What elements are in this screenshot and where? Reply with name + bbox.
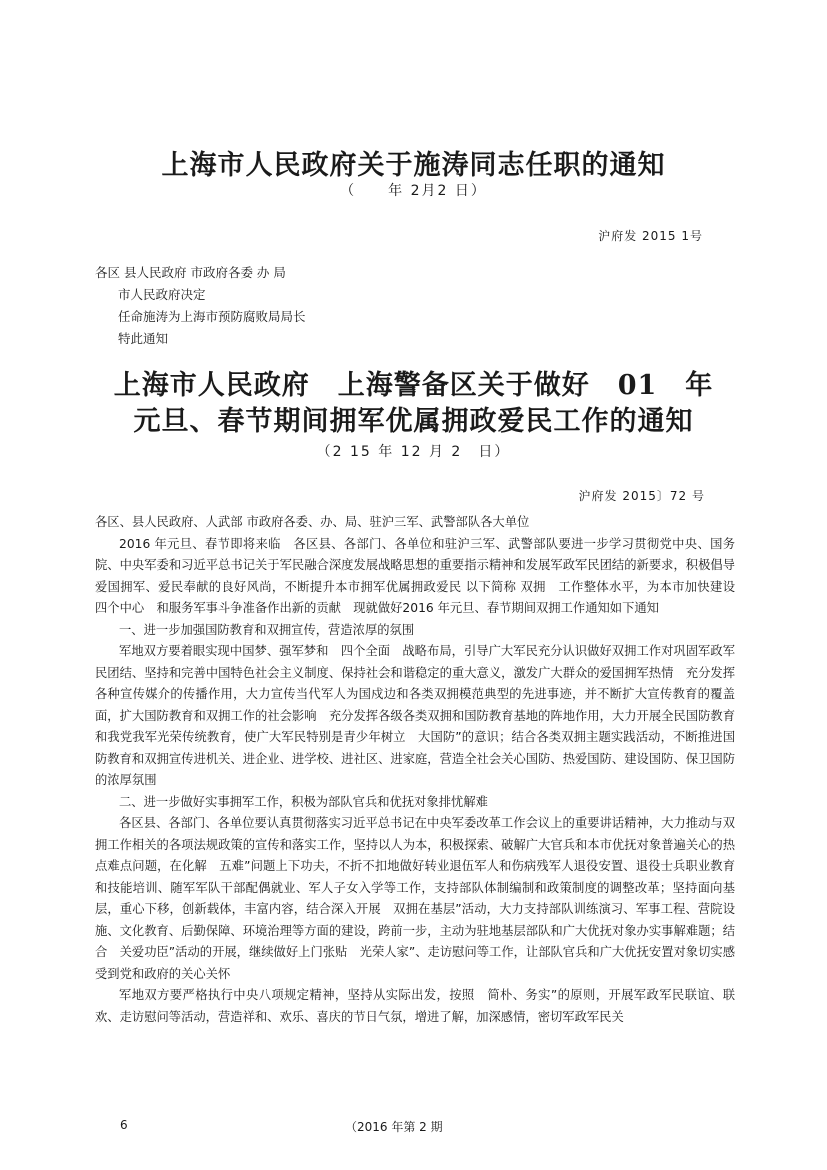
notice2-section-heading: 一、进一步加强国防教育和双拥宣传，营造浓厚的氛围: [119, 622, 415, 637]
notice2-title: [0, 368, 827, 440]
notice1-date: （ 年 2月2 日）: [340, 183, 487, 199]
issue-label: （2016 年第 2 期: [345, 1120, 443, 1134]
page-number: 6: [120, 1118, 128, 1132]
notice1-title: 上海市人民政府关于施涛同志任职的通知: [161, 150, 666, 181]
notice1-line: 任命施涛为上海市预防腐败局局长: [118, 309, 306, 324]
notice1-line: 特此通知: [118, 331, 169, 346]
notice2-section-heading: 二、进一步做好实事拥军工作，积极为部队官兵和优抚对象排忧解难: [119, 794, 488, 809]
notice2-paragraph: 军地双方要严格执行中央八项规定精神，坚持从实际出发，按照 简朴、务实”的原则，开展军政军民联谊、联欢、走访慰问等活动，营造祥和、欢乐、喜庆的节日气氛，增进了解，加深感情，密切军政军民关: [95, 988, 735, 1024]
notice2-body: [95, 512, 748, 1028]
notice2-date: （2 15 年 12 月 2 日）: [316, 444, 511, 460]
notice2-title-line1: 上海市人民政府 上海警备区关于做好 01 年: [113, 370, 714, 401]
notice2-addressee: 各区、县人民政府、人武部 市政府各委、办、局、驻沪三军、武警部队各大单位: [95, 515, 530, 529]
notice2-doc-number: 沪府发 2015〕72 号: [578, 489, 705, 503]
notice2-title-line2: 元旦、春节期间拥军优属拥政爱民工作的通知: [133, 406, 694, 437]
notice1-body: [95, 262, 306, 350]
notice1-line: 市人民政府决定: [118, 287, 206, 302]
notice1-addressee: 各区 县人民政府 市政府各委 办 局: [95, 265, 286, 280]
notice1-doc-number: 沪府发 2015 1号: [598, 229, 703, 243]
notice2-paragraph: 军地双方要着眼实现中国梦、强军梦和 四个全面 战略布局，引导广大军民充分认识做好双拥工作对巩固军政军民团结、坚持和完善中国特色社会主义制度、保持社会和谐稳定的重大意义，激发广大群众的爱国拥军热情 充分发挥各种宣传媒介的传播作用，大力宣传当代军人为国戍边和各类双拥模范典型的先进事迹，并不断扩大宣传教育的覆盖面，扩大国防教育和双拥工作的社会影响 充分发挥各级各类双拥和国防教育基地的阵地作用，大力开展全民国防教育和我党我军光荣传统教育，使广大军民特别是青少年树立 大国防”的意识；结合各类双拥主题实践活动，不断推进国防教育和双拥宣传进机关、进企业、进学校、进社区、进家庭，营造全社会关心国防、热爱国防、建设国防、保卫国防的浓厚氛围: [95, 644, 735, 787]
notice2-paragraph: 各区县、各部门、各单位要认真贯彻落实习近平总书记在中央军委改革工作会议上的重要讲话精神，大力推动与双拥工作相关的各项法规政策的宣传和落实工作，坚持以人为本，积极探索、破解广大官兵和本市优抚对象普遍关心的热点难点问题，在化解 五难”问题上下功夫，不折不扣地做好转业退伍军人和伤病残军人退役安置、退役士兵职业教育和技能培训、随军军队干部配偶就业、军人子女入学等工作，支持部队体制编制和政策制度的调整改革；坚持面向基层，重心下移，创新载体，丰富内容，结合深入开展 双拥在基层”活动，大力支持部队训练演习、军事工程、营院设施、文化教育、后勤保障、环境治理等方面的建设，跨前一步，主动为驻地基层部队和广大优抚对象办实事解难题；结合 关爱功臣”活动的开展，继续做好上门张贴 光荣人家”、走访慰问等工作，让部队官兵和广大优抚安置对象切实感受到党和政府的关心关怀: [95, 816, 735, 981]
notice2-paragraph: 2016 年元旦、春节即将来临 各区县、各部门、各单位和驻沪三军、武警部队要进一步学习贯彻党中央、国务院、中央军委和习近平总书记关于军民融合深度发展战略思想的重要指示精神和发展军政军民团结的新要求，积极倡导爱国拥军、爱民奉献的良好风尚，不断提升本市拥军优属拥政爱民 以下简称 双拥 工作整体水平，为本市加快建设 四个中心 和服务军事斗争准备作出新的贡献 现就做好2016 年元旦、春节期间双拥工作通知如下通知: [95, 536, 748, 615]
